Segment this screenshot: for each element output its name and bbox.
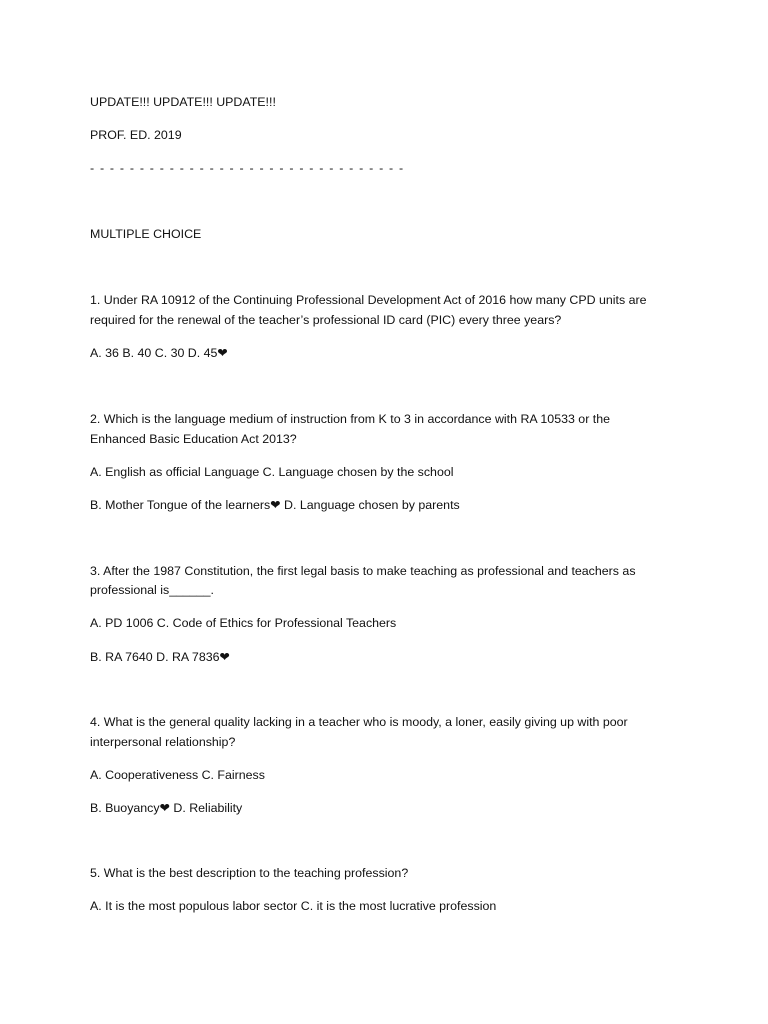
section-title: MULTIPLE CHOICE: [90, 227, 202, 241]
question-2-text: 2. Which is the language medium of instruction from K to 3 in accordance with RA 10533 or the: [90, 412, 610, 426]
question-5-text: 5. What is the best description to the teaching profession?: [90, 866, 409, 880]
question-4-options-b: B. Buoyancy❤ D. Reliability: [90, 801, 243, 815]
question-3-text-cont: professional is______.: [90, 583, 214, 597]
question-1-text: 1. Under RA 10912 of the Continuing Professional Development Act of 2016 how many CPD units are: [90, 293, 647, 307]
question-4-options-a: A. Cooperativeness C. Fairness: [90, 768, 265, 782]
question-4-text: 4. What is the general quality lacking in a teacher who is moody, a loner, easily giving up with poor: [90, 715, 628, 729]
subject-heading: PROF. ED. 2019: [90, 128, 182, 142]
question-5-options-a: A. It is the most populous labor sector C. it is the most lucrative profession: [90, 899, 497, 913]
divider-line: - - - - - - - - - - - - - - - - - - - - - - - - - - - - - - - -: [90, 161, 405, 175]
question-1-text-cont: required for the renewal of the teacher’s professional ID card (PIC) every three years?: [90, 313, 562, 327]
question-3-options-b: B. RA 7640 D. RA 7836❤: [90, 650, 230, 664]
question-2-options-a: A. English as official Language C. Language chosen by the school: [90, 465, 454, 479]
question-4-text-cont: interpersonal relationship?: [90, 735, 236, 749]
question-3-options-a: A. PD 1006 C. Code of Ethics for Professional Teachers: [90, 616, 397, 630]
question-1-options: A. 36 B. 40 C. 30 D. 45❤: [90, 346, 228, 360]
question-2-text-cont: Enhanced Basic Education Act 2013?: [90, 432, 297, 446]
question-3-text: 3. After the 1987 Constitution, the first legal basis to make teaching as professional and teachers as: [90, 564, 636, 578]
question-2-options-b: B. Mother Tongue of the learners❤ D. Language chosen by parents: [90, 498, 460, 512]
update-heading: UPDATE!!! UPDATE!!! UPDATE!!!: [90, 95, 276, 109]
